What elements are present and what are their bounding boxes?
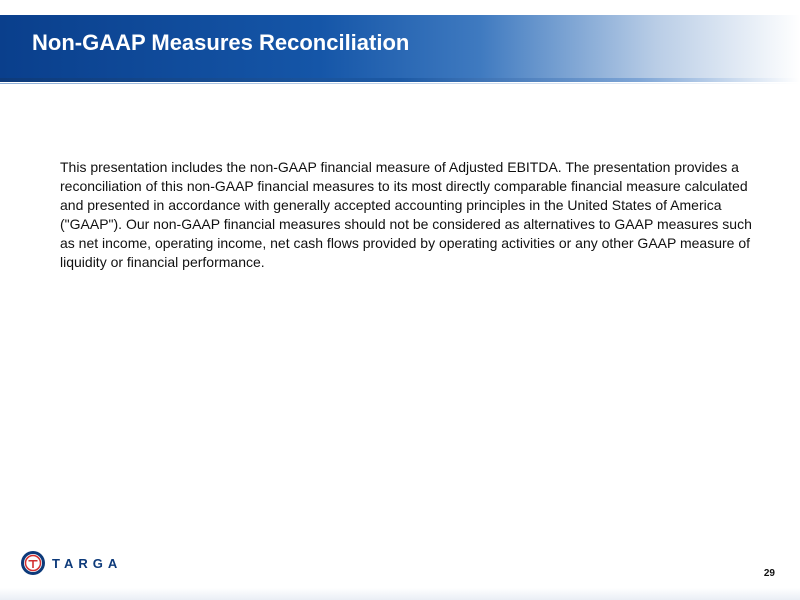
title-bar-bottom-line	[0, 78, 800, 82]
footer-strip	[0, 588, 800, 600]
targa-logo	[20, 550, 122, 576]
targa-logo-icon	[20, 550, 46, 576]
slide-title: Non-GAAP Measures Reconciliation	[32, 30, 410, 55]
title-bar-thin-line	[0, 83, 800, 84]
body-paragraph: This presentation includes the non-GAAP financial measure of Adjusted EBITDA. The presentation provides a reconciliation of this non-GAAP financial measures to its most directly comparable financial measure calculated and presented in accordance with generally accepted accounting principles in the United States of America ("GAAP"). Our non-GAAP financial measures should not be considered as alternatives to GAAP measures such as net income, operating income, net cash flows provided by operating activities or any other GAAP measure of liquidity or financial performance.	[60, 159, 752, 270]
logo-text: TARGA	[52, 555, 123, 571]
page-number: 29	[763, 568, 775, 579]
